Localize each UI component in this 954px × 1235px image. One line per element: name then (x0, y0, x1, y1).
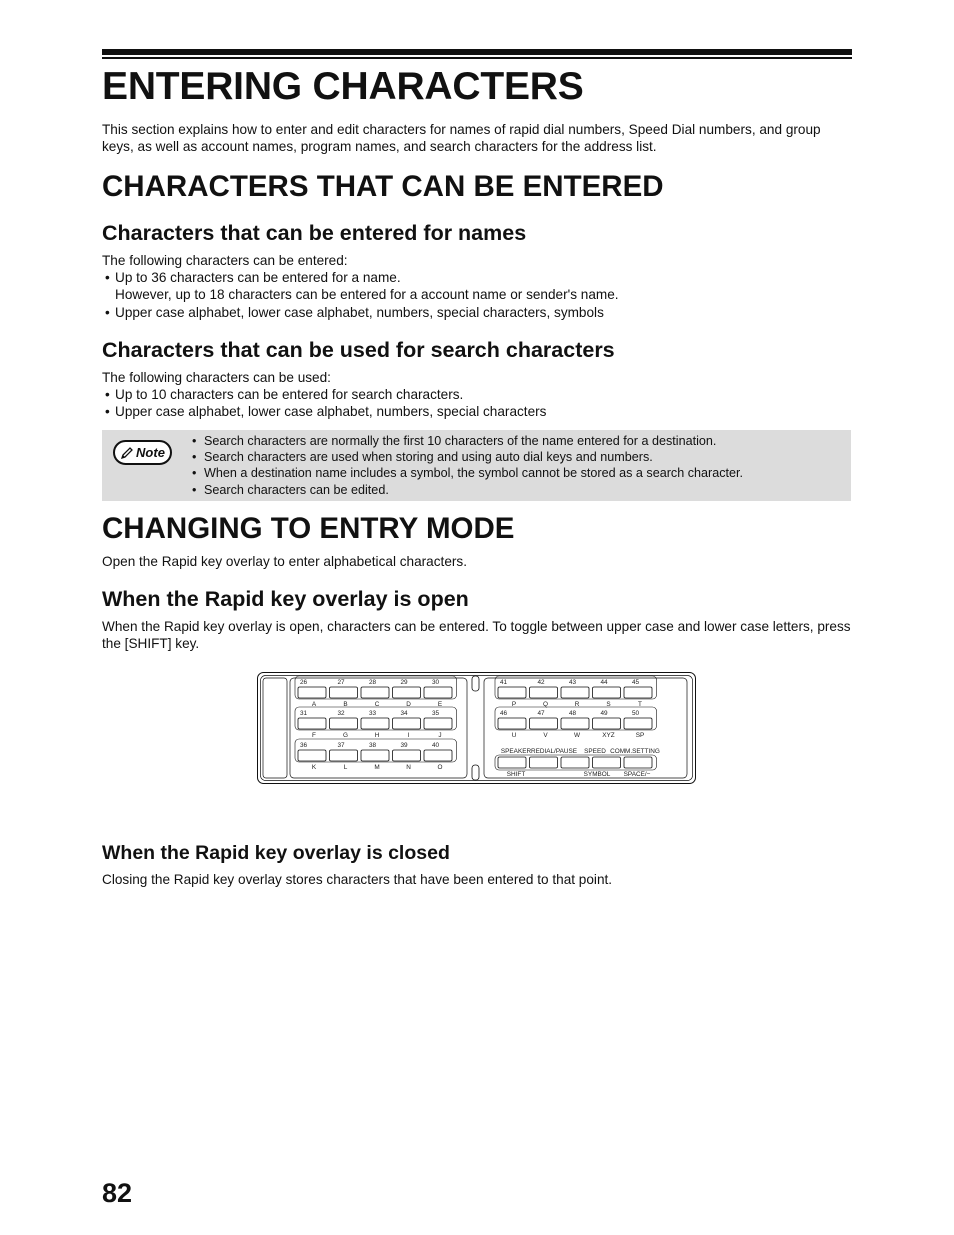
title-rule-thick (102, 49, 852, 55)
key-letter-label: C (374, 701, 380, 708)
key-letter-label: S (606, 701, 611, 708)
key-number-label: 43 (569, 679, 577, 686)
list-item-continuation: However, up to 18 characters can be entered for a account name or sender's name. (115, 287, 619, 303)
function-key (593, 757, 621, 768)
function-key-sublabel: SPACE/− (623, 771, 651, 778)
intro-text: This section explains how to enter and edit characters for names of rapid dial numbers, Speed Dial numbers, and group keys, as well as account names, program names, and search characters for the address list. (102, 122, 821, 154)
key-number-label: 46 (500, 710, 508, 717)
key-number-label: 39 (400, 742, 408, 749)
subheading-overlay-closed: When the Rapid key overlay is closed (102, 842, 450, 864)
key-number-label: 30 (432, 679, 440, 686)
function-key-sublabel: SYMBOL (583, 771, 611, 778)
key-letter-label: T (638, 701, 642, 708)
key-letter-label: V (543, 732, 548, 739)
rapid-key (298, 718, 326, 729)
rapid-key (530, 687, 558, 698)
overlay-tab-top (472, 676, 479, 691)
key-number-label: 41 (500, 679, 508, 686)
key-letter-label: L (343, 764, 348, 771)
key-number-label: 48 (569, 710, 577, 717)
key-number-label: 42 (537, 679, 545, 686)
function-key-label: COMM.SETTING (610, 748, 660, 755)
pencil-icon (120, 446, 134, 460)
key-number-label: 31 (300, 710, 308, 717)
key-number-label: 44 (600, 679, 608, 686)
note-badge-label: Note (136, 445, 165, 460)
note-item: • When a destination name includes a symbol, the symbol cannot be stored as a search character. (192, 465, 743, 481)
note-item: • Search characters are normally the first 10 characters of the name entered for a destination. (192, 433, 743, 449)
rapid-key (424, 750, 452, 761)
function-key (498, 757, 526, 768)
page-number: 82 (102, 1178, 133, 1208)
section-heading-entry-mode: CHANGING TO ENTRY MODE (102, 512, 515, 545)
key-number-label: 47 (537, 710, 545, 717)
key-number-label: 35 (432, 710, 440, 717)
rapid-key (361, 750, 389, 761)
search-bullet-list (102, 386, 546, 421)
rapid-key (593, 687, 621, 698)
key-letter-label: F (312, 732, 316, 739)
rapid-key (561, 687, 589, 698)
key-letter-label: E (437, 701, 443, 708)
names-bullet-list (102, 269, 619, 321)
key-letter-label: Q (543, 701, 548, 708)
rapid-key (624, 718, 652, 729)
note-badge (113, 440, 172, 465)
rapid-key-overlay-diagram (257, 672, 696, 784)
key-letter-label: SP (635, 732, 645, 739)
note-list (192, 433, 743, 498)
key-letter-label: J (438, 732, 442, 739)
rapid-key (593, 718, 621, 729)
subheading-names: Characters that can be entered for names (102, 221, 527, 245)
rapid-key (530, 718, 558, 729)
key-letter-label: N (406, 764, 411, 771)
rapid-key (424, 687, 452, 698)
function-key (561, 757, 589, 768)
rapid-key (498, 718, 526, 729)
key-letter-label: R (574, 701, 580, 708)
list-item: • Up to 10 characters can be entered for search characters. (102, 386, 546, 403)
function-key-sublabel: SHIFT (506, 771, 526, 778)
rapid-key (330, 687, 358, 698)
note-item: • Search characters are used when storing and using auto dial keys and numbers. (192, 449, 743, 465)
page-title: ENTERING CHARACTERS (102, 65, 584, 108)
key-letter-label: I (407, 732, 410, 739)
key-letter-label: K (311, 764, 317, 771)
title-rule-thin (102, 57, 852, 59)
key-number-label: 38 (369, 742, 377, 749)
rapid-key (561, 718, 589, 729)
key-letter-label: G (343, 732, 348, 739)
key-number-label: 36 (300, 742, 308, 749)
rapid-key (361, 718, 389, 729)
function-key-label: REDIAL/PAUSE (530, 748, 578, 755)
overlay-open-text: When the Rapid key overlay is open, characters can be entered. To toggle between upper case and lower case letters, press the [SHIFT] key. (102, 619, 851, 651)
list-item: • Upper case alphabet, lower case alphabet, numbers, special characters, symbols (102, 304, 619, 321)
key-number-label: 27 (337, 679, 345, 686)
key-letter-label: P (511, 701, 517, 708)
overlay-tab-bottom (472, 765, 479, 780)
key-letter-label: B (343, 701, 348, 708)
key-number-label: 29 (400, 679, 408, 686)
key-number-label: 45 (632, 679, 640, 686)
function-key (530, 757, 558, 768)
key-letter-label: XYZ (602, 732, 615, 739)
rapid-key (330, 750, 358, 761)
rapid-key (361, 687, 389, 698)
rapid-key (298, 687, 326, 698)
list-item: • Up to 36 characters can be entered for a name. (102, 269, 619, 286)
names-lead: The following characters can be entered: (102, 253, 348, 268)
section-heading-characters: CHARACTERS THAT CAN BE ENTERED (102, 170, 664, 203)
rapid-key (424, 718, 452, 729)
key-number-label: 28 (369, 679, 377, 686)
key-letter-label: A (311, 701, 317, 708)
function-key (624, 757, 652, 768)
search-lead: The following characters can be used: (102, 370, 331, 385)
subheading-search: Characters that can be used for search characters (102, 338, 615, 362)
rapid-key (624, 687, 652, 698)
key-number-label: 33 (369, 710, 377, 717)
key-letter-label: W (573, 732, 581, 739)
rapid-key (330, 718, 358, 729)
entry-mode-intro: Open the Rapid key overlay to enter alphabetical characters. (102, 554, 467, 569)
key-number-label: 32 (337, 710, 345, 717)
rapid-key (393, 718, 421, 729)
rapid-key (393, 687, 421, 698)
note-item: • Search characters can be edited. (192, 482, 743, 498)
key-letter-label: H (374, 732, 380, 739)
function-key-label: SPEAKER (500, 748, 532, 755)
rapid-key (498, 687, 526, 698)
function-key-label: SPEED (584, 748, 606, 755)
list-item: • Upper case alphabet, lower case alphabet, numbers, special characters (102, 403, 546, 420)
key-letter-label: O (437, 764, 443, 771)
key-number-label: 37 (337, 742, 345, 749)
rapid-key (298, 750, 326, 761)
overlay-closed-text: Closing the Rapid key overlay stores characters that have been entered to that point. (102, 872, 613, 887)
key-number-label: 26 (300, 679, 308, 686)
key-letter-label: M (374, 764, 380, 771)
key-letter-label: U (511, 732, 517, 739)
rapid-key (393, 750, 421, 761)
subheading-overlay-open: When the Rapid key overlay is open (102, 587, 469, 611)
key-number-label: 40 (432, 742, 440, 749)
key-number-label: 34 (400, 710, 408, 717)
key-number-label: 49 (600, 710, 608, 717)
key-number-label: 50 (632, 710, 640, 717)
note-box (102, 430, 851, 501)
key-letter-label: D (406, 701, 411, 708)
